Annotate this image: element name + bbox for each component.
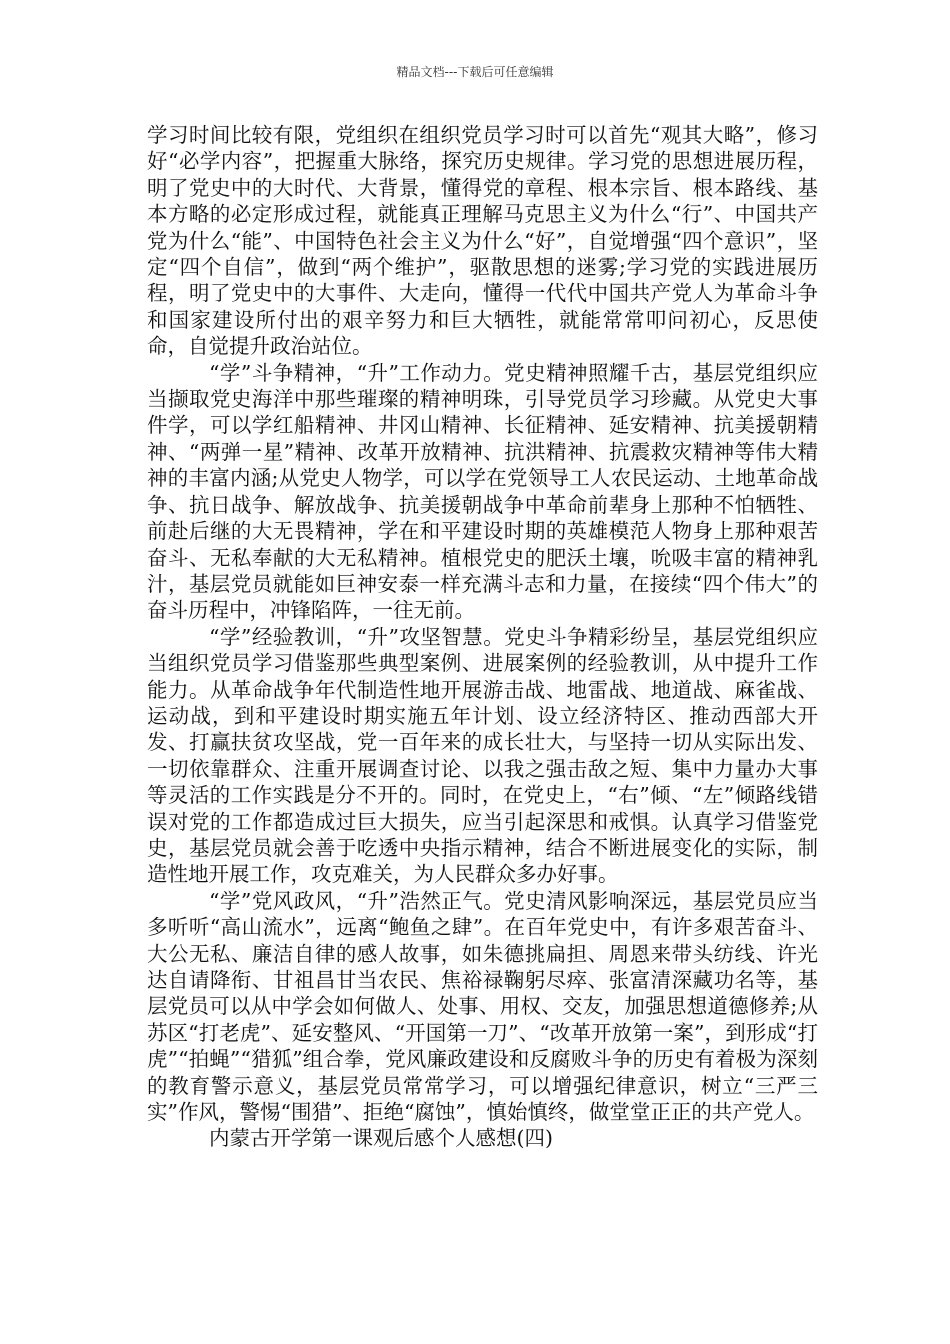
document-body (147, 122, 818, 1152)
page-header: 精品文档---下载后可任意编辑 (396, 65, 554, 79)
paragraph-2: “学”斗争精神，“升”工作动力。党史精神照耀千古，基层党组织应当撷取党史海洋中那些璀璨的精神明珠，引导党员学习珍藏。从党史大事件学，可以学红船精神、井冈山精神、长征精神、延安精神、抗美援朝精神、“两弹一星”精神、改革开放精神、抗洪精神、抗震救灾精神等伟大精神的丰富内涵;从党史人物学，可以学在党领导工人农民运动、土地革命战争、抗日战争、解放战争、抗美援朝战争中革命前辈身上那种不怕牺牲、前赴后继的大无畏精神，学在和平建设时期的英雄模范人物身上那种艰苦奋斗、无私奉献的大无私精神。植根党史的肥沃土壤，吮吸丰富的精神乳汁，基层党员就能如巨神安泰一样充满斗志和力量，在接续“四个伟大”的奋斗历程中，冲锋陷阵，一往无前。 (147, 360, 818, 623)
paragraph-3: “学”经验教训，“升”攻坚智慧。党史斗争精彩纷呈，基层党组织应当组织党员学习借鉴那些典型案例、进展案例的经验教训，从中提升工作能力。从革命战争年代制造性地开展游击战、地雷战、地道战、麻雀战、运动战，到和平建设时期实施五年计划、设立经济特区、推动西部大开发、打赢扶贫攻坚战，党一百年来的成长壮大，与坚持一切从实际出发、一切依靠群众、注重开展调查讨论、以我之强击敌之短、集中力量办大事等灵活的工作实践是分不开的。同时，在党史上，“右”倾、“左”倾路线错误对党的工作都造成过巨大损失，应当引起深思和戒惧。认真学习借鉴党史，基层党员就会善于吃透中央指示精神，结合不断进展变化的实际，制造性地开展工作，攻克难关，为人民群众多办好事。 (147, 624, 818, 887)
next-section-title: 内蒙古开学第一课观后感个人感想(四) (209, 1126, 553, 1151)
paragraph-4: “学”党风政风，“升”浩然正气。党史清风影响深远，基层党员应当多听听“高山流水”，远离“鲍鱼之肆”。在百年党史中，有许多艰苦奋斗、大公无私、廉洁自律的感人故事，如朱德挑扁担、周恩来带头纺线、许光达自请降衔、甘祖昌甘当农民、焦裕禄鞠躬尽瘁、张富清深藏功名等，基层党员可以从中学会如何做人、处事、用权、交友，加强思想道德修养;从苏区“打老虎”、延安整风、“开国第一刀”、“改革开放第一案”，到形成“打虎”“拍蝇”“猎狐”组合拳，党风廉政建设和反腐败斗争的历史有着极为深刻的教育警示意义，基层党员常常学习，可以增强纪律意识，树立“三严三实”作风，警惕“围猎”、拒绝“腐蚀”，慎始慎终，做堂堂正正的共产党人。 (147, 888, 818, 1125)
paragraph-1: 学习时间比较有限，党组织在组织党员学习时可以首先“观其大略”，修习好“必学内容”，把握重大脉络，探究历史规律。学习党的思想进展历程，明了党史中的大时代、大背景，懂得党的章程、根本宗旨、根本路线、基本方略的必定形成过程，就能真正理解马克思主义为什么“行”、中国共产党为什么“能”、中国特色社会主义为什么“好”，自觉增强“四个意识”，坚定“四个自信”，做到“两个维护”，驱散思想的迷雾;学习党的实践进展历程，明了党史中的大事件、大走向，懂得一代代中国共产党人为革命斗争和国家建设所付出的艰辛努力和巨大牺牲，就能常常叩问初心，反思使命，自觉提升政治站位。 (147, 123, 818, 359)
